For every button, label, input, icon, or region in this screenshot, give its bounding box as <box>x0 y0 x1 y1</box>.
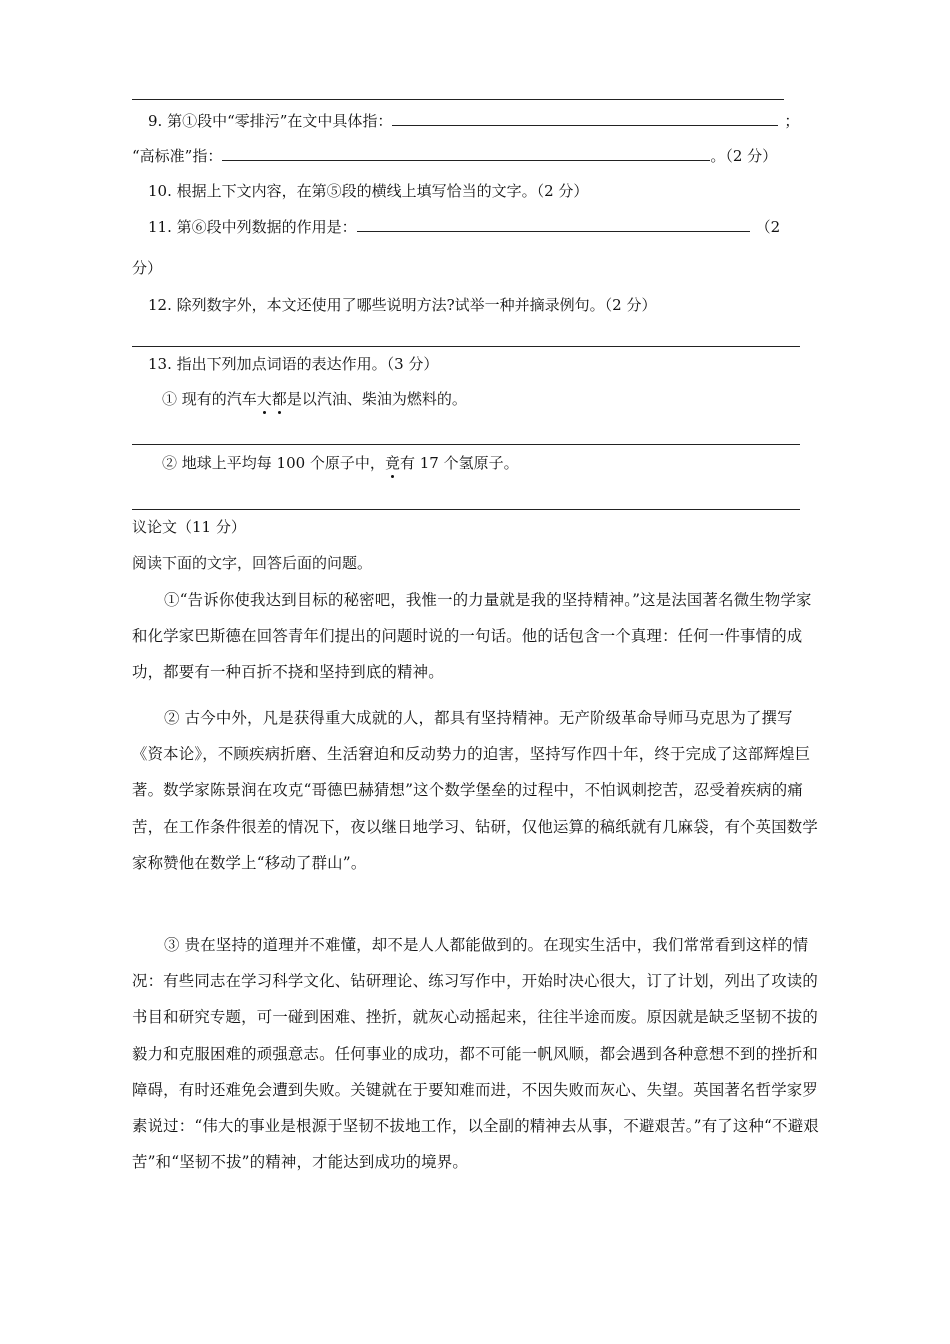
q13-dotted-word-2: 竟 <box>384 454 400 472</box>
question-12: 12. 除列数字外，本文还使用了哪些说明方法?试举一种并摘录例句。（2 分） <box>148 296 657 314</box>
q13-item-2: ② 地球上平均每 100 个原子中，竟有 17 个氢原子。 <box>162 454 519 472</box>
section-title: 议论文（11 分） <box>132 518 246 536</box>
q9-blank-2[interactable] <box>222 146 710 161</box>
q12-answer-line[interactable] <box>132 346 800 347</box>
q9-line2-prefix: “高标准”指： <box>132 147 223 165</box>
question-9 <box>148 110 799 131</box>
q13-dotted-word-1a: 大 <box>256 390 272 408</box>
paragraph-1-text: ①“告诉你使我达到目标的秘密吧，我惟一的力量就是我的坚持精神。”这是法国著名微生物学家和化学家巴斯德在回答青年们提出的问题时说的一句话。他的话包含一个真理：任何一件事情的成功，都要有一种百折不挠和坚持到底的精神。 <box>132 591 812 682</box>
question-11 <box>148 216 780 237</box>
q13-dotted-word-1b: 都 <box>271 390 287 408</box>
q9-blank-1[interactable] <box>392 111 778 126</box>
q9-sep: ； <box>784 112 800 130</box>
q9-prefix: 9. 第①段中“零排污”在文中具体指： <box>148 112 393 130</box>
question-11-score-b: 分） <box>132 259 163 277</box>
q11-prefix: 11. 第⑥段中列数据的作用是： <box>148 218 357 236</box>
q9-line2-suffix: 。（2 分） <box>710 147 778 165</box>
paragraph-3-text: ③ 贵在坚持的道理并不难懂，却不是人人都能做到的。在现实生活中，我们常常看到这样的情况：有些同志在学习科学文化、钻研理论、练习写作中，开始时决心很大，订了计划，列出了攻读的书目和研究专题，可一碰到困难、挫折，就灰心动摇起来，往往半途而废。原因就是缺乏坚韧不拔的毅力和克服困难的顽强意志。任何事业的成功，都不可能一帆风顺，都会遇到各种意想不到的挫折和障碍，有时还难免会遭到失败。关键就在于要知难而进，不因失败而灰心、失望。英国著名哲学家罗素说过：“伟大的事业是根源于坚韧不拔地工作，以全副的精神去从事，不避艰苦。”有了这种“不避艰苦”和“坚韧不拔”的精神，才能达到成功的境界。 <box>132 936 819 1172</box>
question-13: 13. 指出下列加点词语的表达作用。（3 分） <box>148 355 439 373</box>
answer-line-top <box>132 99 784 100</box>
q13-answer-line-1[interactable] <box>132 444 800 445</box>
paragraph-1 <box>132 582 822 692</box>
q11-blank[interactable] <box>357 217 750 232</box>
section-instruction: 阅读下面的文字，回答后面的问题。 <box>132 554 373 572</box>
q13-answer-line-2[interactable] <box>132 509 800 510</box>
question-10: 10. 根据上下文内容，在第⑤段的横线上填写恰当的文字。（2 分） <box>148 182 589 200</box>
paragraph-3 <box>132 927 822 1227</box>
paragraph-2-text: ② 古今中外，凡是获得重大成就的人，都具有坚持精神。无产阶级革命导师马克思为了撰写《资本论》，不顾疾病折磨、生活窘迫和反动势力的迫害，坚持写作四十年，终于完成了这部辉煌巨著。数学家陈景润在攻克“哥德巴赫猜想”这个数学堡垒的过程中，不怕讽刺挖苦，忍受着疾病的痛苦，在工作条件很差的情况下，夜以继日地学习、钻研，仅他运算的稿纸就有几麻袋，有个英国数学家称赞他在数学上“移动了群山”。 <box>132 709 818 872</box>
paragraph-2 <box>132 700 822 885</box>
question-9-line2 <box>132 145 777 166</box>
q13-item-1: ① 现有的汽车大都是以汽油、柴油为燃料的。 <box>162 390 467 408</box>
q11-score-a: （2 <box>755 218 781 236</box>
